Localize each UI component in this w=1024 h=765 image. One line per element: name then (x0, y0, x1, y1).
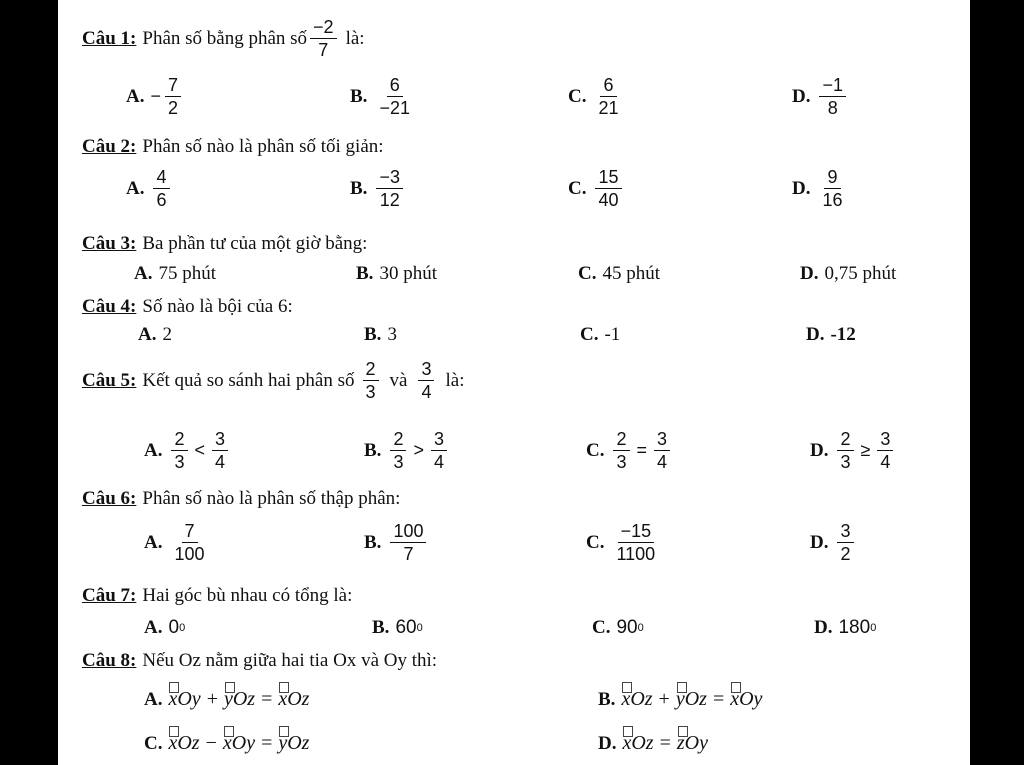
fraction (376, 74, 413, 119)
fraction (165, 74, 181, 119)
fraction (613, 428, 629, 473)
fraction (837, 428, 853, 473)
option-letter: C. (586, 439, 605, 461)
numerator: 3 (837, 520, 853, 543)
angle-term: xOz (621, 688, 653, 710)
angle-term: xOz (622, 732, 654, 754)
q7-option-a[interactable] (144, 617, 185, 639)
option-text: 45 phút (602, 263, 661, 284)
numerator: 7 (165, 74, 181, 97)
operator: = (261, 688, 273, 710)
question-label: Câu 6: (82, 488, 137, 509)
fraction (390, 428, 406, 473)
option-letter: B. (372, 617, 390, 638)
option-letter: A. (144, 688, 163, 710)
option-letter: D. (792, 85, 811, 107)
question-text-end: là: (345, 27, 365, 49)
fraction (595, 74, 621, 119)
question-text: Phân số nào là phân số thập phân: (142, 488, 401, 509)
numerator: 3 (877, 428, 893, 451)
degree-mark: 0 (416, 622, 423, 634)
q4-option-b[interactable] (364, 324, 397, 346)
question-label: Câu 1: (82, 27, 137, 49)
q4-option-d[interactable] (806, 324, 856, 346)
option-letter: C. (586, 531, 605, 553)
operator: = (712, 688, 725, 710)
angle-term: xOz (278, 688, 310, 710)
fraction (310, 16, 337, 61)
denominator: 7 (403, 544, 414, 564)
question-label: Câu 7: (82, 585, 137, 606)
option-text: 75 phút (158, 263, 217, 284)
fraction (819, 166, 845, 211)
relation-sign: ≥ (860, 440, 871, 460)
denominator: −21 (379, 98, 410, 118)
fraction (837, 520, 853, 565)
option-text: -12 (830, 324, 856, 345)
operator: = (261, 732, 273, 754)
fraction (418, 358, 434, 403)
angle-term: yOz (223, 688, 256, 710)
question-label: Câu 5: (82, 369, 137, 391)
question-label: Câu 3: (82, 233, 137, 254)
degree-value: 60 (395, 617, 417, 638)
angle-term: yOz (675, 688, 707, 710)
numerator: −2 (310, 16, 337, 39)
denominator: 6 (156, 190, 167, 210)
q5-option-d[interactable] (810, 428, 896, 473)
numerator: 2 (613, 428, 629, 451)
fraction (212, 428, 228, 473)
conjunction: và (389, 369, 408, 391)
denominator: 40 (598, 190, 619, 210)
q8-option-a[interactable] (144, 688, 309, 711)
fraction (363, 358, 379, 403)
minus-sign: − (150, 86, 161, 106)
question-7 (82, 585, 352, 607)
fraction (376, 166, 403, 211)
denominator: 3 (840, 452, 851, 472)
denominator: 2 (840, 544, 851, 564)
denominator: 8 (827, 98, 838, 118)
q1-option-d[interactable] (792, 74, 849, 119)
q2-option-c[interactable] (568, 166, 625, 211)
option-letter: A. (144, 531, 163, 553)
fraction (595, 166, 621, 211)
numerator: −3 (376, 166, 403, 189)
numerator: 15 (595, 166, 621, 189)
relation-sign: = (636, 440, 648, 460)
question-text: Nếu Oz nằm giữa hai tia Ox và Oy thì: (142, 650, 438, 671)
option-text: 30 phút (379, 263, 437, 284)
numerator: 6 (387, 74, 403, 97)
numerator: 3 (431, 428, 447, 451)
question-text: Ba phần tư của một giờ bằng: (142, 233, 368, 254)
question-4 (82, 296, 293, 318)
q3-option-c[interactable] (578, 263, 660, 285)
angle-term: xOz (168, 732, 200, 754)
question-text-end: là: (445, 369, 465, 391)
fraction (819, 74, 846, 119)
question-label: Câu 2: (82, 136, 137, 157)
q1-option-b[interactable] (350, 74, 416, 119)
q6-option-c[interactable] (586, 520, 661, 565)
question-label: Câu 8: (82, 650, 137, 671)
q3-option-b[interactable] (356, 263, 437, 285)
option-letter: B. (364, 439, 382, 461)
denominator: 3 (174, 452, 185, 472)
option-letter: B. (350, 85, 368, 107)
numerator: −1 (819, 74, 846, 97)
option-letter: D. (792, 177, 811, 199)
option-letter: D. (800, 263, 819, 284)
q6-option-d[interactable] (810, 520, 857, 565)
q6-option-a[interactable] (144, 520, 211, 565)
option-letter: D. (814, 617, 833, 638)
denominator: 21 (598, 98, 619, 118)
numerator: 3 (418, 358, 434, 381)
denominator: 4 (433, 452, 444, 472)
operator: + (658, 688, 670, 710)
question-1 (82, 16, 365, 61)
angle-term: xOy (730, 688, 763, 710)
option-text: 0,75 phút (824, 263, 897, 284)
option-letter: B. (364, 531, 382, 553)
numerator: 3 (654, 428, 670, 451)
degree-value: 90 (616, 617, 638, 638)
angle-term: zOy (676, 732, 708, 754)
relation-sign: < (194, 440, 206, 460)
fraction (613, 520, 658, 565)
q1-option-a[interactable] (126, 74, 184, 119)
numerator: 4 (153, 166, 169, 189)
question-text: Phân số bằng phân số (142, 27, 308, 49)
fraction (654, 428, 670, 473)
denominator: 3 (616, 452, 627, 472)
operator: = (659, 732, 671, 754)
relation-sign: > (413, 440, 424, 460)
option-letter: B. (350, 177, 368, 199)
degree-mark: 0 (637, 622, 644, 634)
denominator: 4 (215, 452, 226, 472)
degree-value: 180 (838, 617, 871, 638)
question-label: Câu 4: (82, 296, 137, 317)
option-letter: C. (144, 732, 163, 754)
option-letter: B. (598, 688, 616, 710)
denominator: 4 (657, 452, 668, 472)
denominator: 1100 (616, 544, 656, 564)
question-3 (82, 233, 367, 255)
option-letter: C. (568, 85, 587, 107)
option-letter: C. (578, 263, 597, 284)
q7-option-d[interactable] (814, 617, 876, 639)
denominator: 16 (822, 190, 843, 210)
numerator: 2 (363, 358, 379, 381)
denominator: 4 (880, 452, 891, 472)
q5-option-c[interactable] (586, 428, 673, 473)
q7-option-b[interactable] (372, 617, 423, 639)
q5-option-b[interactable] (364, 428, 450, 473)
q2-option-d[interactable] (792, 166, 849, 211)
denominator: 3 (365, 382, 376, 402)
numerator: 9 (824, 166, 840, 189)
question-text: Phân số nào là phân số tối giản: (142, 136, 384, 157)
numerator: 2 (171, 428, 187, 451)
option-letter: A. (134, 263, 153, 284)
option-text: 2 (162, 324, 172, 345)
option-letter: A. (126, 177, 145, 199)
fraction (153, 166, 169, 211)
numerator: 6 (600, 74, 616, 97)
question-text: Số nào là bội của 6: (142, 296, 293, 317)
operator: − (205, 732, 217, 754)
degree-mark: 0 (870, 622, 877, 634)
option-letter: A. (126, 85, 145, 107)
q4-option-c[interactable] (580, 324, 620, 346)
option-letter: A. (144, 617, 163, 638)
numerator: 2 (390, 428, 406, 451)
angle-term: xOy (168, 688, 201, 710)
fraction (431, 428, 447, 473)
q2-option-a[interactable] (126, 166, 173, 211)
option-text: -1 (604, 324, 621, 345)
q6-option-b[interactable] (364, 520, 429, 565)
angle-term: xOy (222, 732, 256, 754)
question-5 (82, 358, 464, 403)
degree-mark: 0 (179, 622, 186, 634)
denominator: 12 (379, 190, 400, 210)
option-letter: C. (568, 177, 587, 199)
option-letter: A. (144, 439, 163, 461)
question-6 (82, 488, 400, 510)
option-letter: B. (364, 324, 382, 345)
degree-value: 0 (168, 617, 180, 638)
denominator: 4 (421, 382, 432, 402)
denominator: 2 (168, 98, 179, 118)
operator: + (206, 688, 218, 710)
question-text: Hai góc bù nhau có tổng là: (142, 585, 353, 606)
q8-option-c[interactable] (144, 732, 309, 755)
option-letter: D. (598, 732, 617, 754)
option-letter: C. (580, 324, 599, 345)
option-letter: A. (138, 324, 157, 345)
q5-option-a[interactable] (144, 428, 231, 473)
q1-option-c[interactable] (568, 74, 625, 119)
q3-option-a[interactable] (134, 263, 216, 285)
option-letter: D. (806, 324, 825, 345)
fraction (171, 520, 207, 565)
angle-term: yOz (278, 732, 310, 754)
question-2 (82, 136, 384, 158)
option-letter: D. (810, 531, 829, 553)
numerator: 100 (390, 520, 426, 543)
numerator: 2 (837, 428, 853, 451)
option-text: 3 (387, 324, 397, 345)
fraction (390, 520, 426, 565)
numerator: 7 (182, 520, 198, 543)
q8-option-b[interactable] (598, 688, 762, 711)
option-letter: D. (810, 439, 829, 461)
denominator: 100 (174, 544, 205, 564)
option-letter: C. (592, 617, 611, 638)
q2-option-b[interactable] (350, 166, 406, 211)
numerator: 3 (212, 428, 228, 451)
fraction (171, 428, 187, 473)
denominator: 3 (393, 452, 404, 472)
q7-option-c[interactable] (592, 617, 644, 639)
option-letter: B. (356, 263, 374, 284)
question-8 (82, 650, 437, 672)
worksheet-page (58, 0, 970, 765)
q3-option-d[interactable] (800, 263, 896, 285)
fraction (877, 428, 893, 473)
denominator: 7 (318, 40, 329, 60)
q8-option-d[interactable] (598, 732, 708, 755)
q4-option-a[interactable] (138, 324, 172, 346)
question-text: Kết quả so sánh hai phân số (142, 369, 355, 391)
numerator: −15 (618, 520, 655, 543)
